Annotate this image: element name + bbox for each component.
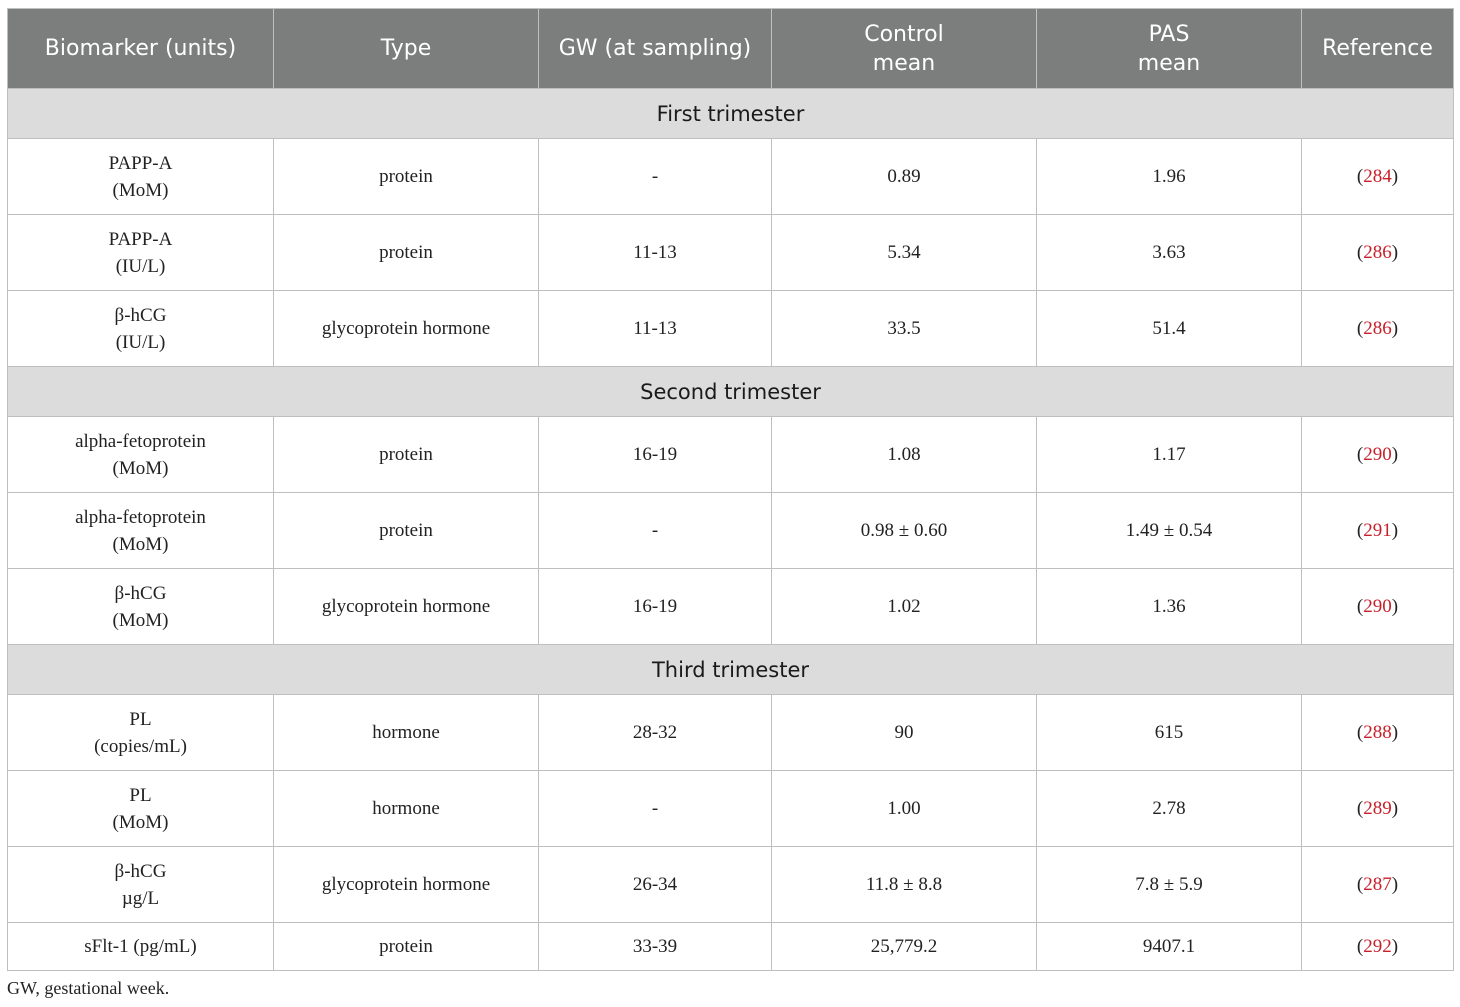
cell-gw: 33-39 <box>539 923 772 971</box>
cell-gw: 26-34 <box>539 847 772 923</box>
cell-biomarker <box>8 493 274 569</box>
cell-biomarker <box>8 847 274 923</box>
cell-type: protein <box>274 493 539 569</box>
biomarker-line: PAPP-A <box>108 152 173 174</box>
cell-type: protein <box>274 923 539 971</box>
header-label: GW (at sampling) <box>558 36 752 61</box>
biomarker-line: alpha-fetoprotein <box>75 430 206 452</box>
cell-type: protein <box>274 417 539 493</box>
table-row <box>8 695 1454 771</box>
cell-type: protein <box>274 215 539 291</box>
reference-link[interactable]: 286 <box>1363 242 1392 263</box>
cell-pas-mean: 3.63 <box>1037 215 1302 291</box>
table-row <box>8 923 1454 971</box>
section-row <box>8 645 1454 695</box>
cell-control-mean: 1.00 <box>772 771 1037 847</box>
cell-pas-mean: 1.49 ± 0.54 <box>1037 493 1302 569</box>
biomarker-line: (MoM) <box>112 457 169 479</box>
cell-pas-mean: 615 <box>1037 695 1302 771</box>
biomarker-line: (MoM) <box>112 609 169 631</box>
table-header <box>8 9 1454 89</box>
biomarker-line: β-hCG <box>114 304 167 326</box>
biomarker-line: β-hCG <box>114 582 167 604</box>
cell-control-mean: 5.34 <box>772 215 1037 291</box>
table-row <box>8 215 1454 291</box>
biomarker-line: (MoM) <box>112 533 169 555</box>
header-label: Control <box>864 21 944 47</box>
header-biomarker <box>8 9 274 89</box>
reference-link[interactable]: 292 <box>1363 936 1392 957</box>
cell-reference: (289) <box>1302 771 1454 847</box>
cell-biomarker <box>8 417 274 493</box>
cell-control-mean: 25,779.2 <box>772 923 1037 971</box>
section-row <box>8 367 1454 417</box>
cell-control-mean: 11.8 ± 8.8 <box>772 847 1037 923</box>
cell-reference: (286) <box>1302 215 1454 291</box>
header-label: mean <box>872 50 936 76</box>
cell-type: glycoprotein hormone <box>274 291 539 367</box>
reference-link[interactable]: 290 <box>1363 596 1392 617</box>
cell-reference: (292) <box>1302 923 1454 971</box>
header-label: Reference <box>1322 36 1433 61</box>
reference-link[interactable]: 286 <box>1363 318 1392 339</box>
cell-control-mean: 0.98 ± 0.60 <box>772 493 1037 569</box>
section-title: Second trimester <box>8 367 1454 417</box>
table-row <box>8 291 1454 367</box>
table-row <box>8 493 1454 569</box>
section-title: First trimester <box>8 89 1454 139</box>
cell-gw: 11-13 <box>539 291 772 367</box>
reference-link[interactable]: 289 <box>1363 798 1392 819</box>
biomarker-line: (IU/L) <box>115 255 166 277</box>
reference-link[interactable]: 287 <box>1363 874 1392 895</box>
cell-gw: 28-32 <box>539 695 772 771</box>
biomarker-line: β-hCG <box>114 860 167 882</box>
section-title: Third trimester <box>8 645 1454 695</box>
cell-pas-mean: 1.96 <box>1037 139 1302 215</box>
cell-pas-mean: 1.36 <box>1037 569 1302 645</box>
cell-gw: - <box>539 139 772 215</box>
cell-gw: 16-19 <box>539 569 772 645</box>
cell-gw: 11-13 <box>539 215 772 291</box>
table-body <box>8 89 1454 971</box>
cell-reference: (287) <box>1302 847 1454 923</box>
cell-pas-mean: 9407.1 <box>1037 923 1302 971</box>
cell-reference: (290) <box>1302 569 1454 645</box>
reference-link[interactable]: 284 <box>1363 166 1392 187</box>
biomarker-line: µg/L <box>121 887 160 909</box>
biomarker-line: (MoM) <box>112 811 169 833</box>
table-row <box>8 417 1454 493</box>
cell-gw: 16-19 <box>539 417 772 493</box>
biomarker-line: PL <box>129 708 152 730</box>
cell-biomarker <box>8 771 274 847</box>
biomarker-line: sFlt-1 (pg/mL) <box>84 936 197 957</box>
biomarker-line: alpha-fetoprotein <box>75 506 206 528</box>
header-label: PAS <box>1148 21 1190 47</box>
table-row <box>8 139 1454 215</box>
cell-biomarker <box>8 291 274 367</box>
cell-type: glycoprotein hormone <box>274 847 539 923</box>
reference-link[interactable]: 288 <box>1363 722 1392 743</box>
cell-pas-mean: 1.17 <box>1037 417 1302 493</box>
cell-control-mean: 1.02 <box>772 569 1037 645</box>
cell-reference: (290) <box>1302 417 1454 493</box>
cell-biomarker <box>8 695 274 771</box>
biomarker-line: PL <box>129 784 152 806</box>
table-footnote: GW, gestational week. <box>7 978 170 998</box>
header-reference <box>1302 9 1454 89</box>
cell-control-mean: 90 <box>772 695 1037 771</box>
cell-biomarker <box>8 139 274 215</box>
cell-gw: - <box>539 493 772 569</box>
biomarker-line: PAPP-A <box>108 228 173 250</box>
header-pas-mean <box>1037 9 1302 89</box>
biomarker-line: (IU/L) <box>115 331 166 353</box>
cell-pas-mean: 51.4 <box>1037 291 1302 367</box>
cell-pas-mean: 2.78 <box>1037 771 1302 847</box>
cell-reference: (284) <box>1302 139 1454 215</box>
cell-control-mean: 33.5 <box>772 291 1037 367</box>
cell-type: hormone <box>274 695 539 771</box>
section-row <box>8 89 1454 139</box>
header-label: mean <box>1137 50 1201 76</box>
cell-gw: - <box>539 771 772 847</box>
cell-biomarker <box>8 215 274 291</box>
header-label: Biomarker (units) <box>44 36 237 61</box>
header-gw <box>539 9 772 89</box>
cell-reference: (291) <box>1302 493 1454 569</box>
table-row <box>8 847 1454 923</box>
cell-biomarker <box>8 923 274 971</box>
cell-type: protein <box>274 139 539 215</box>
cell-biomarker <box>8 569 274 645</box>
cell-reference: (286) <box>1302 291 1454 367</box>
header-type <box>274 9 539 89</box>
reference-link[interactable]: 290 <box>1363 444 1392 465</box>
cell-pas-mean: 7.8 ± 5.9 <box>1037 847 1302 923</box>
cell-control-mean: 0.89 <box>772 139 1037 215</box>
cell-control-mean: 1.08 <box>772 417 1037 493</box>
cell-type: hormone <box>274 771 539 847</box>
header-row <box>8 9 1454 89</box>
reference-link[interactable]: 291 <box>1363 520 1392 541</box>
cell-reference: (288) <box>1302 695 1454 771</box>
header-label: Type <box>380 36 432 61</box>
header-control-mean <box>772 9 1037 89</box>
biomarker-line: (copies/mL) <box>94 735 187 757</box>
biomarker-line: (MoM) <box>112 179 169 201</box>
cell-type: glycoprotein hormone <box>274 569 539 645</box>
table-row <box>8 771 1454 847</box>
biomarker-table <box>7 8 1454 971</box>
table-row <box>8 569 1454 645</box>
